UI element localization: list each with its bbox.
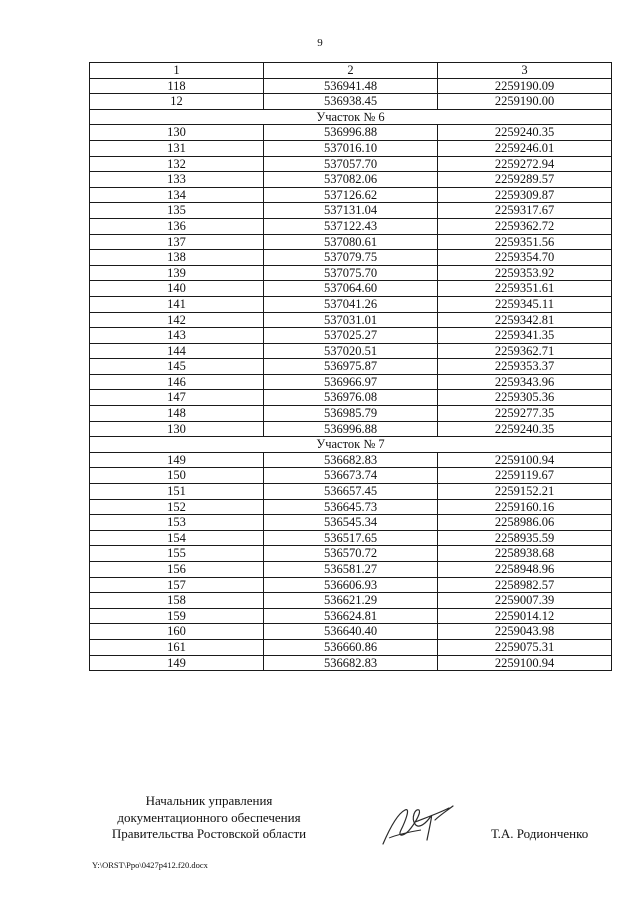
signature-title-line-1: Начальник управления [145,793,273,808]
table-row [90,234,612,250]
x-coordinate-cell: 536581.27 [264,562,438,578]
coordinates-table [89,62,612,671]
point-number-cell: 139 [90,265,264,281]
point-number-cell: 145 [90,359,264,375]
point-number-cell: 155 [90,546,264,562]
y-coordinate-cell: 2259190.09 [438,78,612,94]
x-coordinate-cell: 536682.83 [264,452,438,468]
point-number-cell: 158 [90,593,264,609]
signature-title-block [92,793,326,843]
table-row [90,484,612,500]
x-coordinate-cell: 537082.06 [264,172,438,188]
y-coordinate-cell: 2259362.71 [438,343,612,359]
signature-title-line-3: Правительства Ростовской области [111,826,307,841]
y-coordinate-cell: 2259351.61 [438,281,612,297]
y-coordinate-cell: 2258982.57 [438,577,612,593]
table-row [90,250,612,266]
table-row [90,281,612,297]
section-header-row [90,437,612,453]
table-row [90,296,612,312]
y-coordinate-cell: 2259075.31 [438,639,612,655]
table-row [90,125,612,141]
x-coordinate-cell: 536645.73 [264,499,438,515]
table-row [90,655,612,671]
point-number-cell: 130 [90,125,264,141]
x-coordinate-cell: 536966.97 [264,374,438,390]
table-row [90,530,612,546]
x-coordinate-cell: 537016.10 [264,140,438,156]
x-coordinate-cell: 536624.81 [264,608,438,624]
x-coordinate-cell: 536975.87 [264,359,438,375]
x-coordinate-cell: 536976.08 [264,390,438,406]
table-row [90,94,612,110]
table-row [90,577,612,593]
header-cell-1: 1 [90,63,264,79]
point-number-cell: 131 [90,140,264,156]
page-number: 9 [317,37,323,49]
table-row [90,562,612,578]
y-coordinate-cell: 2259317.67 [438,203,612,219]
x-coordinate-cell: 537122.43 [264,218,438,234]
y-coordinate-cell: 2259345.11 [438,296,612,312]
x-coordinate-cell: 536985.79 [264,406,438,422]
x-coordinate-cell: 537041.26 [264,296,438,312]
y-coordinate-cell: 2259362.72 [438,218,612,234]
point-number-cell: 132 [90,156,264,172]
table-row [90,374,612,390]
point-number-cell: 144 [90,343,264,359]
x-coordinate-cell: 537057.70 [264,156,438,172]
x-coordinate-cell: 536682.83 [264,655,438,671]
table-row [90,343,612,359]
table-row [90,218,612,234]
x-coordinate-cell: 537075.70 [264,265,438,281]
table-row [90,312,612,328]
signatory-name: Т.А. Родионченко [491,826,589,841]
table-row [90,156,612,172]
point-number-cell: 140 [90,281,264,297]
table-row [90,624,612,640]
point-number-cell: 118 [90,78,264,94]
table-row [90,421,612,437]
x-coordinate-cell: 537031.01 [264,312,438,328]
y-coordinate-cell: 2259343.96 [438,374,612,390]
point-number-cell: 157 [90,577,264,593]
y-coordinate-cell: 2259342.81 [438,312,612,328]
point-number-cell: 133 [90,172,264,188]
table-row [90,593,612,609]
point-number-cell: 154 [90,530,264,546]
y-coordinate-cell: 2259014.12 [438,608,612,624]
y-coordinate-cell: 2258938.68 [438,546,612,562]
table-row [90,639,612,655]
y-coordinate-cell: 2259351.56 [438,234,612,250]
point-number-cell: 141 [90,296,264,312]
x-coordinate-cell: 537064.60 [264,281,438,297]
y-coordinate-cell: 2259160.16 [438,499,612,515]
table-header-row [90,63,612,79]
y-coordinate-cell: 2259240.35 [438,421,612,437]
y-coordinate-cell: 2259305.36 [438,390,612,406]
point-number-cell: 149 [90,452,264,468]
x-coordinate-cell: 536621.29 [264,593,438,609]
point-number-cell: 152 [90,499,264,515]
y-coordinate-cell: 2258948.96 [438,562,612,578]
section-label: Участок № 6 [90,109,612,125]
point-number-cell: 149 [90,655,264,671]
point-number-cell: 136 [90,218,264,234]
point-number-cell: 161 [90,639,264,655]
table-row [90,515,612,531]
x-coordinate-cell: 537079.75 [264,250,438,266]
point-number-cell: 143 [90,328,264,344]
table-row [90,78,612,94]
y-coordinate-cell: 2259353.92 [438,265,612,281]
section-header-row [90,109,612,125]
header-cell-2: 2 [264,63,438,79]
y-coordinate-cell: 2259289.57 [438,172,612,188]
x-coordinate-cell: 537126.62 [264,187,438,203]
y-coordinate-cell: 2259353.37 [438,359,612,375]
point-number-cell: 130 [90,421,264,437]
point-number-cell: 135 [90,203,264,219]
point-number-cell: 138 [90,250,264,266]
point-number-cell: 151 [90,484,264,500]
signature-title-line-2: документационного обеспечения [117,809,301,825]
y-coordinate-cell: 2259309.87 [438,187,612,203]
x-coordinate-cell: 536606.93 [264,577,438,593]
x-coordinate-cell: 537020.51 [264,343,438,359]
table-row [90,265,612,281]
y-coordinate-cell: 2259277.35 [438,406,612,422]
table-row [90,390,612,406]
y-coordinate-cell: 2258935.59 [438,530,612,546]
table-row [90,468,612,484]
x-coordinate-cell: 536545.34 [264,515,438,531]
table-row [90,328,612,344]
point-number-cell: 147 [90,390,264,406]
table-row [90,608,612,624]
y-coordinate-cell: 2259246.01 [438,140,612,156]
y-coordinate-cell: 2259190.00 [438,94,612,110]
point-number-cell: 12 [90,94,264,110]
point-number-cell: 150 [90,468,264,484]
table-row [90,187,612,203]
point-number-cell: 153 [90,515,264,531]
header-cell-3: 3 [438,63,612,79]
y-coordinate-cell: 2259240.35 [438,125,612,141]
y-coordinate-cell: 2259043.98 [438,624,612,640]
x-coordinate-cell: 536673.74 [264,468,438,484]
y-coordinate-cell: 2259119.67 [438,468,612,484]
x-coordinate-cell: 536996.88 [264,125,438,141]
x-coordinate-cell: 536640.40 [264,624,438,640]
y-coordinate-cell: 2259007.39 [438,593,612,609]
table-row [90,359,612,375]
x-coordinate-cell: 537131.04 [264,203,438,219]
x-coordinate-cell: 536941.48 [264,78,438,94]
x-coordinate-cell: 537025.27 [264,328,438,344]
point-number-cell: 146 [90,374,264,390]
point-number-cell: 142 [90,312,264,328]
x-coordinate-cell: 536938.45 [264,94,438,110]
x-coordinate-cell: 536996.88 [264,421,438,437]
x-coordinate-cell: 537080.61 [264,234,438,250]
point-number-cell: 160 [90,624,264,640]
y-coordinate-cell: 2259272.94 [438,156,612,172]
x-coordinate-cell: 536660.86 [264,639,438,655]
y-coordinate-cell: 2259100.94 [438,655,612,671]
file-path: Y:\ORST\Ppo\0427p412.f20.docx [92,860,208,870]
table-row [90,406,612,422]
x-coordinate-cell: 536657.45 [264,484,438,500]
table-row [90,140,612,156]
y-coordinate-cell: 2259341.35 [438,328,612,344]
point-number-cell: 134 [90,187,264,203]
x-coordinate-cell: 536570.72 [264,546,438,562]
table-row [90,546,612,562]
table-row [90,172,612,188]
point-number-cell: 156 [90,562,264,578]
point-number-cell: 159 [90,608,264,624]
y-coordinate-cell: 2259100.94 [438,452,612,468]
point-number-cell: 137 [90,234,264,250]
section-label: Участок № 7 [90,437,612,453]
handwritten-signature [375,800,465,850]
x-coordinate-cell: 536517.65 [264,530,438,546]
y-coordinate-cell: 2259152.21 [438,484,612,500]
point-number-cell: 148 [90,406,264,422]
table-row [90,499,612,515]
table-row [90,203,612,219]
y-coordinate-cell: 2259354.70 [438,250,612,266]
table-row [90,452,612,468]
y-coordinate-cell: 2258986.06 [438,515,612,531]
